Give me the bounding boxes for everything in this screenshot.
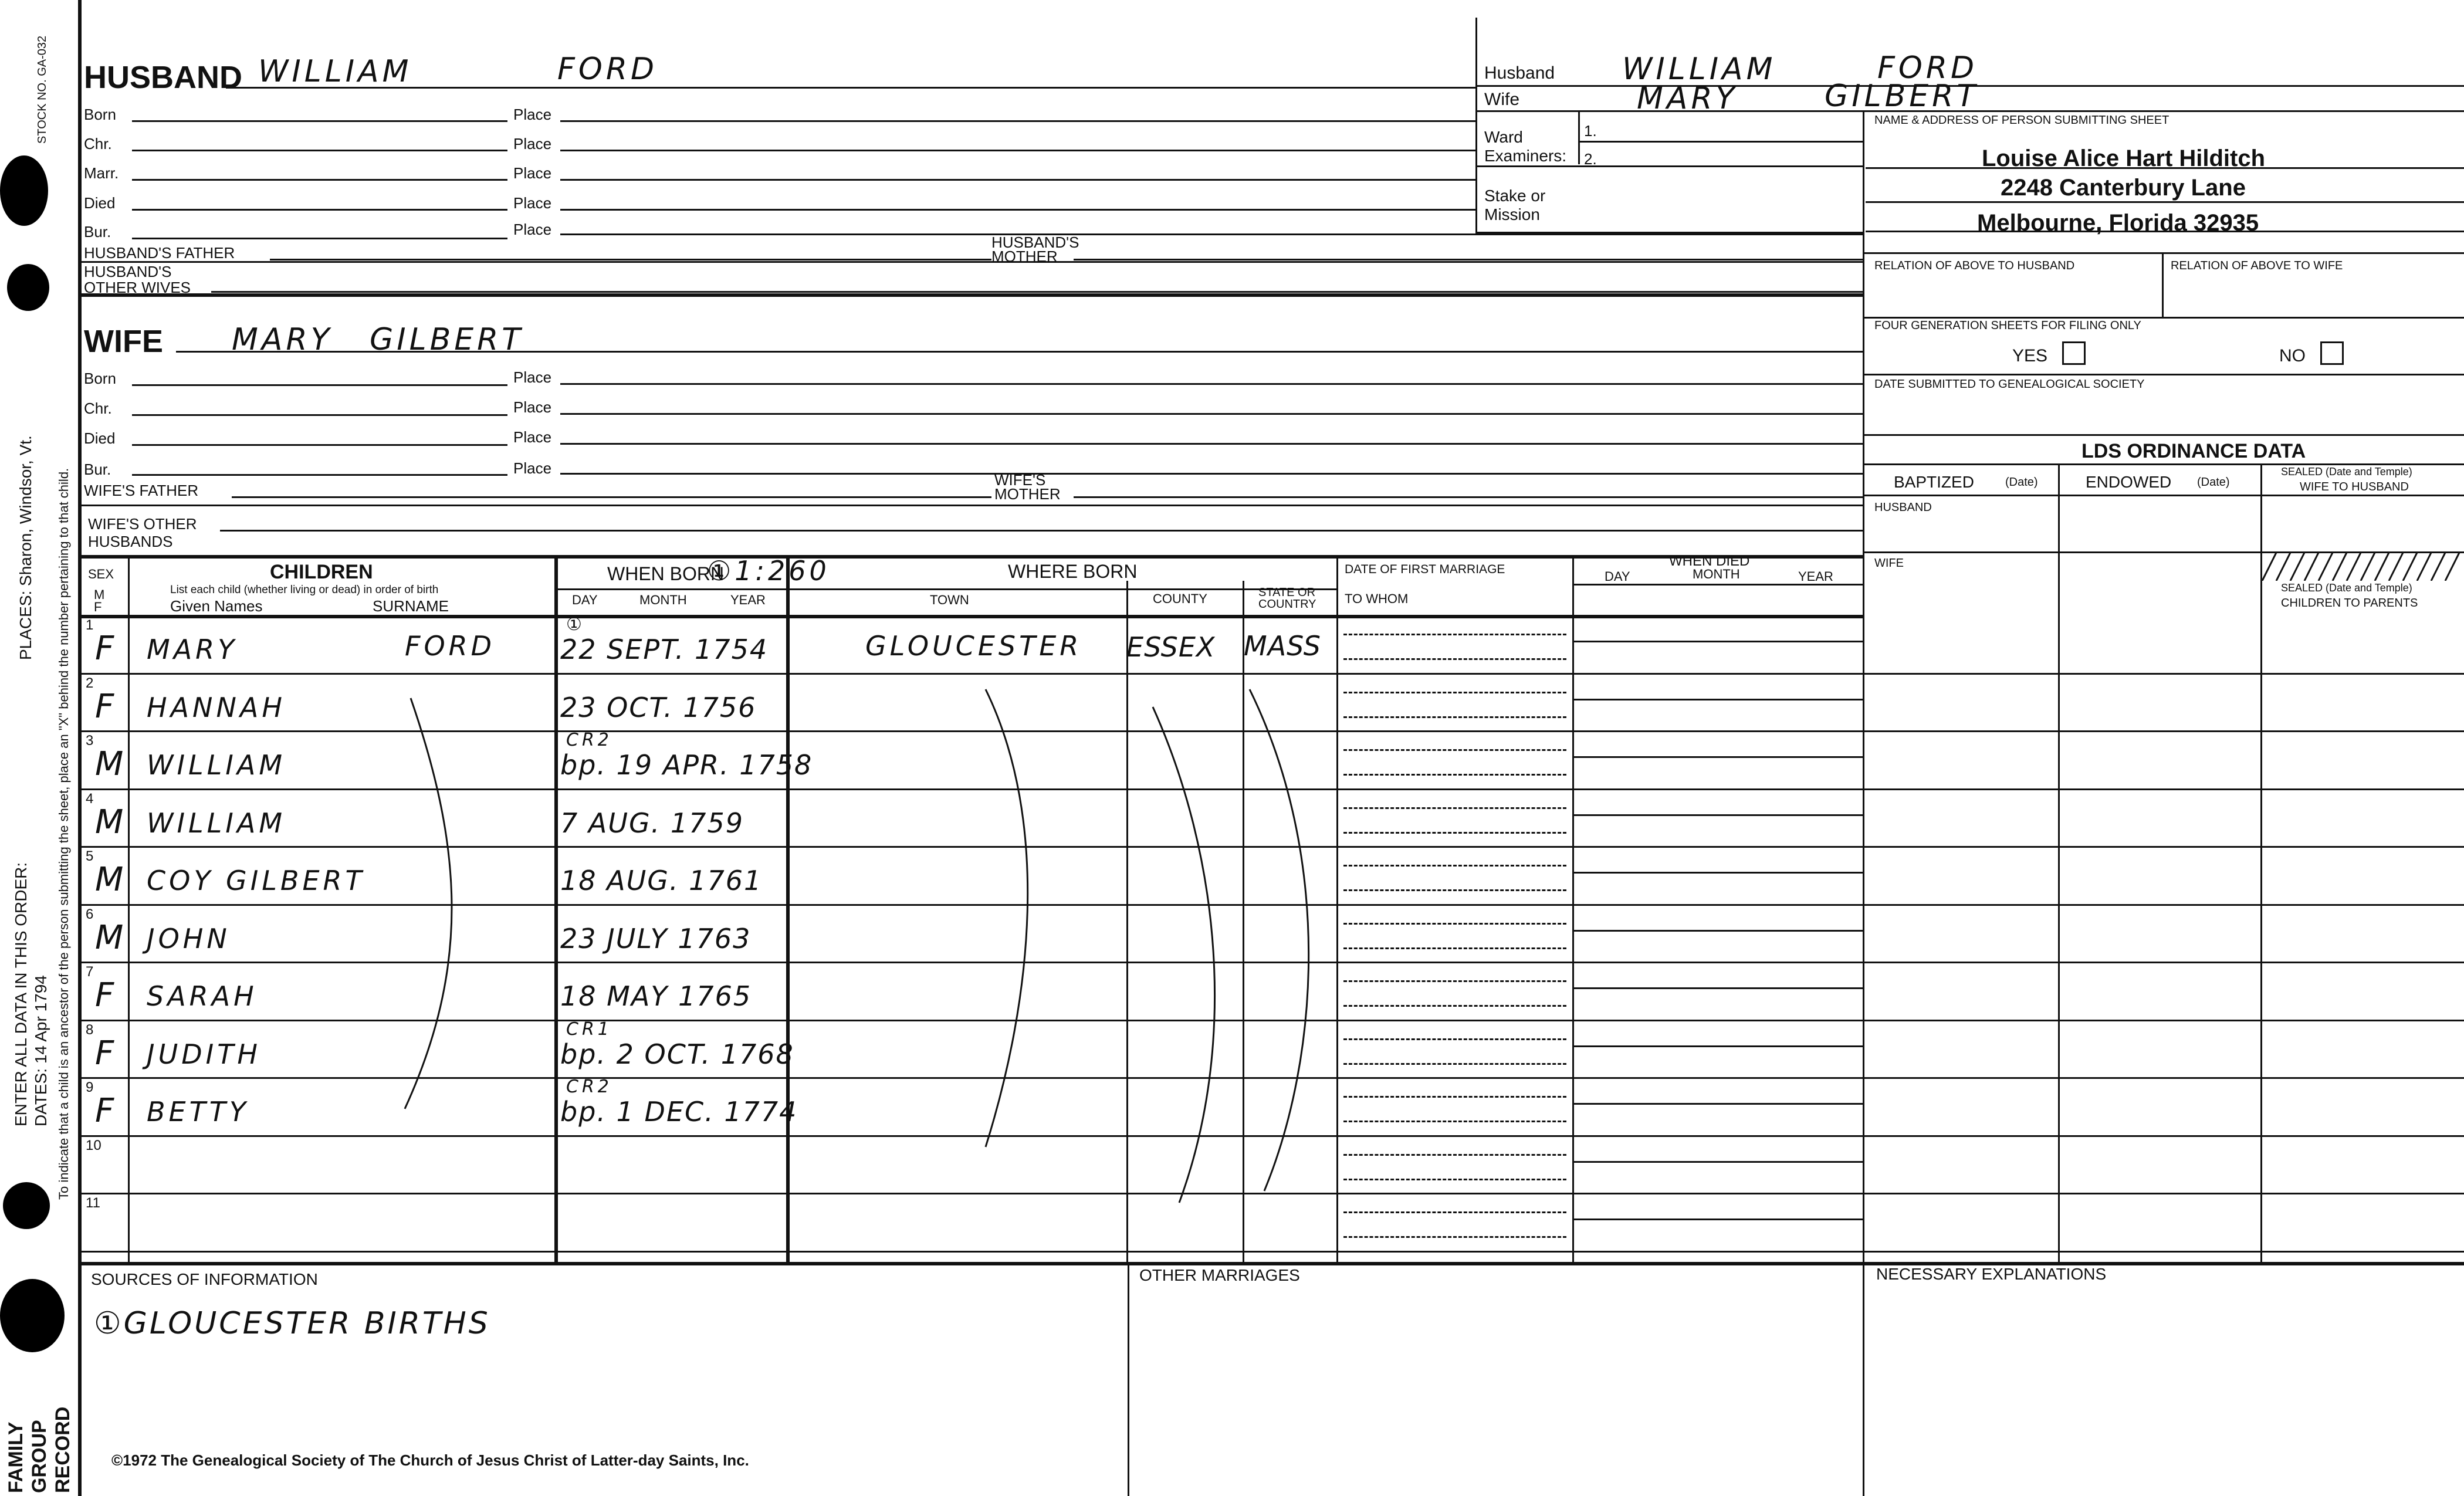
child-given-name[interactable]: WILLIAM	[147, 807, 286, 839]
submitter-name[interactable]: Louise Alice Hart Hilditch	[1982, 145, 2266, 171]
child-number: 3	[86, 733, 94, 749]
yes-checkbox[interactable]	[2062, 341, 2086, 365]
relation-husband-label: RELATION OF ABOVE TO HUSBAND	[1874, 259, 2075, 272]
dates-note: DATES: 14 Apr 1794	[32, 975, 50, 1126]
child-record-note[interactable]: CR2	[566, 1077, 612, 1097]
right-husband-given[interactable]: WILLIAM	[1622, 52, 1776, 87]
husband-born-label: Born	[84, 106, 116, 123]
first-marriage-header: DATE OF FIRST MARRIAGE	[1345, 563, 1505, 576]
husbands-mother-label-2: MOTHER	[991, 248, 1058, 265]
child-birth-date[interactable]: 18 MAY 1765	[560, 980, 752, 1012]
when-born-header: WHEN BORN	[607, 563, 725, 584]
right-wife-surname[interactable]: GILBERT	[1825, 79, 1979, 114]
lds-wife-row: WIFE	[1874, 557, 1904, 570]
sex-f-header: F	[94, 600, 102, 614]
husband-marr-label: Marr.	[84, 164, 119, 182]
husband-surname[interactable]: FORD	[557, 52, 658, 87]
died-year-header: YEAR	[1798, 569, 1833, 584]
stock-number: STOCK NO. GA-032	[36, 35, 49, 144]
hatched-box	[2262, 553, 2464, 581]
sealed-children-header: SEALED (Date and Temple)	[2281, 582, 2412, 594]
husband-marr-place-label: Place	[513, 164, 552, 182]
husband-given-name[interactable]: WILLIAM	[258, 54, 412, 89]
examiners-label: Examiners:	[1484, 147, 1567, 165]
record-title: RECORD	[52, 1406, 74, 1493]
right-wife-label: Wife	[1484, 90, 1519, 109]
day-header: DAY	[572, 593, 598, 607]
child-given-name[interactable]: MARY	[147, 634, 238, 665]
other-wives-label-2: OTHER WIVES	[84, 279, 191, 296]
child-number: 1	[86, 617, 94, 633]
child-sex[interactable]: M	[95, 803, 127, 841]
lds-subheader-line	[1863, 495, 2464, 496]
wife-died-place-label: Place	[513, 428, 552, 446]
sources-header: SOURCES OF INFORMATION	[91, 1270, 318, 1288]
wife-bur-place-label: Place	[513, 459, 552, 477]
state-header-2: COUNTRY	[1258, 598, 1316, 611]
child-birth-date[interactable]: 23 JULY 1763	[560, 922, 752, 955]
yes-label: YES	[2012, 346, 2048, 365]
endowed-date-header: (Date)	[2197, 476, 2230, 489]
lds-header: LDS ORDINANCE DATA	[2081, 440, 2306, 462]
child-birth-county[interactable]: ESSEX	[1126, 631, 1216, 663]
husband-died-place-label: Place	[513, 194, 552, 212]
child-sex[interactable]: F	[95, 1034, 118, 1072]
relation-bottom	[1863, 317, 2464, 319]
child-given-name[interactable]: BETTY	[147, 1096, 249, 1128]
wife-born-place-label: Place	[513, 368, 552, 386]
examiner-2: 2.	[1584, 150, 1597, 168]
child-sex[interactable]: M	[95, 918, 127, 957]
child-birth-date[interactable]: bp. 2 OCT. 1768	[560, 1038, 794, 1070]
date-submitted-label: DATE SUBMITTED TO GENEALOGICAL SOCIETY	[1874, 378, 2145, 391]
group-title: GROUP	[28, 1420, 50, 1493]
child-birth-date[interactable]: 23 OCT. 1756	[560, 691, 757, 723]
no-label: NO	[2279, 346, 2306, 365]
child-sex[interactable]: F	[95, 1092, 118, 1130]
husband-heading: HUSBAND	[84, 60, 242, 95]
month-header: MONTH	[639, 593, 687, 607]
submitter-header: NAME & ADDRESS OF PERSON SUBMITTING SHEET	[1874, 114, 2169, 127]
lds-husband-row: HUSBAND	[1874, 501, 1932, 514]
wife-born-label: Born	[84, 370, 116, 387]
stake-bottom	[1475, 232, 1863, 233]
county-header: COUNTY	[1153, 591, 1207, 606]
family-title: FAMILY	[5, 1421, 27, 1493]
right-husband-surname[interactable]: FORD	[1877, 50, 1978, 86]
relation-divider	[2162, 252, 2164, 317]
children-note: List each child (whether living or dead) in order of birth	[170, 584, 439, 596]
submitter-street[interactable]: 2248 Canterbury Lane	[2001, 175, 2246, 201]
died-day-header: DAY	[1605, 569, 1630, 584]
four-gen-bottom	[1863, 374, 2464, 375]
submitter-line	[1866, 231, 2464, 232]
lds-header-line	[1863, 463, 2464, 465]
child-number: 4	[86, 790, 94, 807]
wife-given-name[interactable]: MARY	[232, 322, 333, 357]
wifes-mother-label-2: MOTHER	[994, 485, 1061, 503]
other-marriages-header: OTHER MARRIAGES	[1139, 1266, 1300, 1284]
child-number: 6	[86, 906, 94, 922]
no-checkbox[interactable]	[2320, 341, 2344, 365]
husbands-father-label: HUSBAND'S FATHER	[84, 244, 235, 262]
husband-died-label: Died	[84, 194, 116, 212]
lds-col-line	[2058, 463, 2060, 1262]
wife-chr-place-label: Place	[513, 398, 552, 416]
endowed-header: ENDOWED	[2086, 473, 2172, 491]
wife-bur-label: Bur.	[84, 461, 111, 478]
enter-order-note: ENTER ALL DATA IN THIS ORDER:	[12, 862, 30, 1126]
where-born-header: WHERE BORN	[1008, 561, 1138, 582]
copyright: ©1972 The Genealogical Society of The Church of Jesus Christ of Latter-day Saints, Inc.	[111, 1451, 749, 1469]
state-header: STATE OR	[1258, 586, 1316, 599]
wife-died-label: Died	[84, 429, 116, 447]
given-names-header: Given Names	[170, 597, 263, 615]
right-wife-line	[1475, 110, 2464, 112]
child-number: 9	[86, 1079, 94, 1095]
child-number: 10	[86, 1137, 101, 1153]
child-birth-date[interactable]: 7 AUG. 1759	[560, 807, 744, 839]
surname-header: SURNAME	[373, 597, 449, 615]
right-husband-label: Husband	[1484, 63, 1555, 83]
child-birth-date[interactable]: bp. 19 APR. 1758	[560, 749, 813, 781]
sealed-wife-header: SEALED (Date and Temple)	[2281, 466, 2412, 478]
child-birth-date[interactable]: 22 SEPT. 1754	[560, 634, 769, 665]
sex-header: SEX	[88, 567, 114, 581]
wifes-father-label: WIFE'S FATHER	[84, 482, 199, 499]
when-died-header: WHEN DIED	[1669, 553, 1750, 569]
wife-heading: WIFE	[84, 324, 163, 359]
date-submitted-bottom	[1863, 434, 2464, 436]
child-birth-date[interactable]: 18 AUG. 1761	[560, 865, 763, 896]
places-note: PLACES: Sharon, Windsor, Vt.	[16, 435, 35, 660]
child-given-name[interactable]: JOHN	[147, 922, 231, 955]
baptized-date-header: (Date)	[2005, 476, 2038, 489]
child-given-name[interactable]: WILLIAM	[147, 749, 286, 781]
child-birth-date[interactable]: bp. 1 DEC. 1774	[560, 1096, 798, 1128]
examiner-1-line	[1578, 141, 1863, 143]
child-sex[interactable]: F	[95, 687, 118, 726]
child-number: 5	[86, 848, 94, 864]
other-wives-label: HUSBAND'S	[84, 263, 172, 280]
children-header: CHILDREN	[270, 561, 373, 583]
source-reference[interactable]: ①1:260	[707, 555, 830, 587]
ward-divider	[1578, 111, 1580, 164]
stake-label: Stake or	[1484, 187, 1546, 205]
child-ancestor-note: To indicate that a child is an ancestor of the person submitting the sheet, place an "X" behind the number pertaining to that child.	[56, 468, 71, 1200]
child-sex[interactable]: M	[95, 745, 127, 783]
submitter-line	[1866, 201, 2464, 203]
died-month-header: MONTH	[1693, 567, 1740, 581]
four-gen-label: FOUR GENERATION SHEETS FOR FILING ONLY	[1874, 319, 2141, 332]
husband-bur-label: Bur.	[84, 223, 111, 241]
examiners-bottom	[1475, 165, 1863, 167]
town-header: TOWN	[930, 593, 969, 607]
child-record-note[interactable]: CR2	[566, 730, 612, 750]
child-number: 2	[86, 675, 94, 691]
child-number: 11	[86, 1195, 100, 1211]
child-record-note[interactable]: ①	[566, 614, 585, 635]
year-header: YEAR	[730, 593, 766, 607]
husband-chr-label: Chr.	[84, 135, 112, 153]
baptized-header: BAPTIZED	[1894, 473, 1974, 491]
child-birth-town[interactable]: GLOUCESTER	[865, 630, 1082, 662]
right-wife-given[interactable]: MARY	[1637, 81, 1738, 116]
child-given-name[interactable]: JUDITH	[147, 1038, 261, 1070]
child-sex[interactable]: M	[95, 861, 127, 899]
necessary-header: NECESSARY EXPLANATIONS	[1876, 1265, 2107, 1283]
submitter-line	[1866, 167, 2464, 169]
child-given-name[interactable]: SARAH	[147, 980, 258, 1012]
bottom-divider	[1128, 1262, 1129, 1496]
child-birth-state[interactable]: MASS	[1244, 630, 1321, 662]
wife-surname[interactable]: GILBERT	[370, 322, 524, 357]
child-given-name[interactable]: HANNAH	[147, 691, 286, 723]
wife-chr-label: Chr.	[84, 400, 112, 417]
child-number: 7	[86, 964, 94, 980]
sources-entry[interactable]: ①GLOUCESTER BIRTHS	[94, 1306, 490, 1341]
wifes-other-label-2: HUSBANDS	[88, 533, 173, 550]
ward-label: Ward	[1484, 128, 1523, 146]
sealed-wife-header-2: WIFE TO HUSBAND	[2300, 480, 2409, 493]
submitter-city[interactable]: Melbourne, Florida 32935	[1977, 210, 2259, 236]
sealed-children-header-2: CHILDREN TO PARENTS	[2281, 597, 2418, 610]
examiner-1: 1.	[1584, 122, 1597, 140]
child-surname[interactable]: FORD	[405, 630, 496, 662]
husband-chr-place-label: Place	[513, 135, 552, 153]
child-sex[interactable]: F	[95, 629, 118, 668]
to-whom-header: TO WHOM	[1345, 591, 1409, 606]
sex-m-header: M	[94, 587, 105, 602]
child-sex[interactable]: F	[95, 976, 118, 1014]
relation-wife-label: RELATION OF ABOVE TO WIFE	[2171, 259, 2343, 272]
wifes-mother-label: WIFE'S	[994, 471, 1046, 489]
child-number: 8	[86, 1021, 94, 1038]
child-record-note[interactable]: CR1	[566, 1018, 612, 1040]
mission-label: Mission	[1484, 205, 1540, 224]
lds-col-line	[2260, 463, 2262, 1262]
wifes-other-label: WIFE'S OTHER	[88, 515, 197, 533]
husband-bur-place-label: Place	[513, 221, 552, 238]
husbands-mother-label: HUSBAND'S	[991, 233, 1079, 251]
child-given-name[interactable]: COY GILBERT	[147, 865, 365, 896]
husband-born-place-label: Place	[513, 106, 552, 123]
